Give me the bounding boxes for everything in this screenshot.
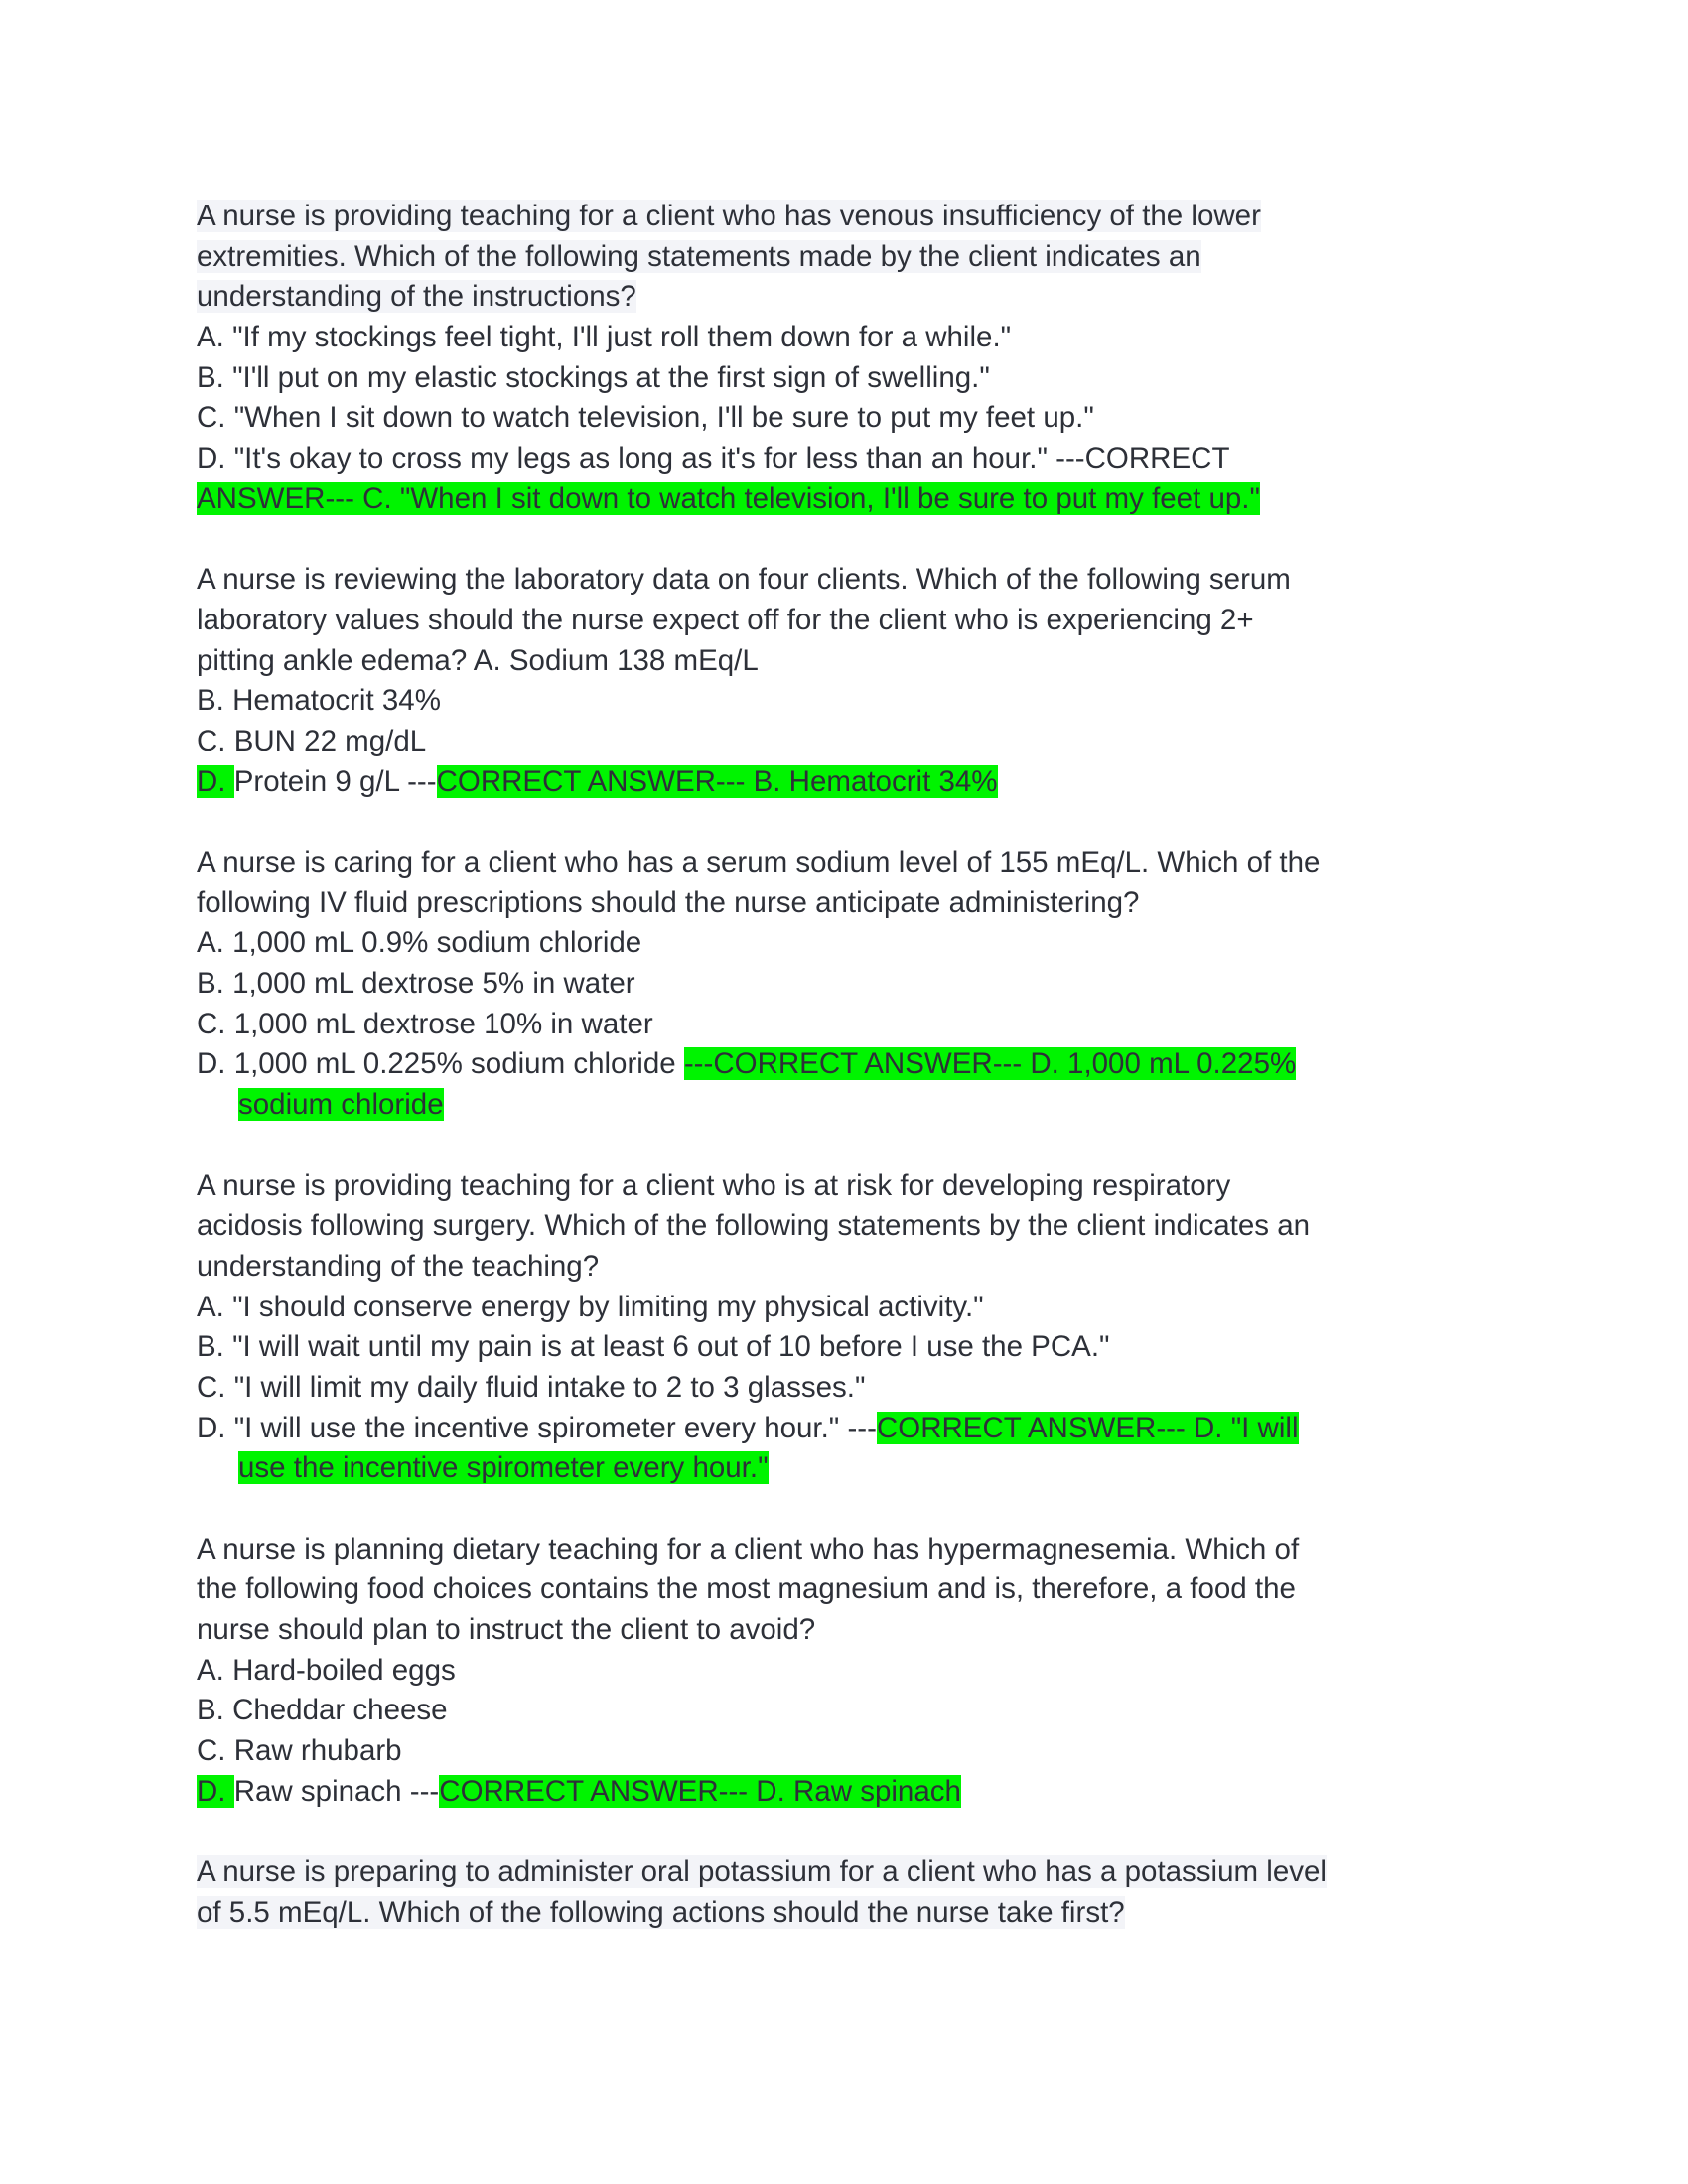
- question-stem-text: A nurse is preparing to administer oral potassium for a client who has a potassium level: [197, 1855, 1327, 1889]
- text-line: [197, 1772, 1327, 1813]
- text-line: [197, 923, 1327, 964]
- text-segment: D. 1,000 mL 0.225% sodium chloride: [197, 1047, 684, 1081]
- text-segment: C. "I will limit my daily fluid intake to 2 to 3 glasses.": [197, 1370, 866, 1404]
- text-line: [197, 884, 1327, 924]
- question-stem-text: of 5.5 mEq/L. Which of the following actions should the nurse take first?: [197, 1895, 1125, 1929]
- text-line: [197, 681, 1327, 722]
- text-line: [197, 1005, 1327, 1045]
- text-line: [197, 641, 1327, 682]
- text-line: [197, 358, 1327, 399]
- text-segment: C. 1,000 mL dextrose 10% in water: [197, 1007, 653, 1040]
- correct-answer-highlight: D.: [197, 1774, 234, 1808]
- text-segment: the following food choices contains the most magnesium and is, therefore, a food the: [197, 1572, 1296, 1606]
- question-block: [197, 560, 1327, 802]
- correct-answer-highlight: ANSWER--- C. "When I sit down to watch television, I'll be sure to put my feet up.": [197, 481, 1260, 515]
- paragraph-gap: [197, 1489, 1327, 1530]
- text-line: [197, 479, 1327, 520]
- text-segment: A. "If my stockings feel tight, I'll just roll them down for a while.": [197, 321, 1012, 354]
- text-segment: B. "I'll put on my elastic stockings at the first sign of swelling.": [197, 360, 990, 394]
- text-segment: A nurse is caring for a client who has a serum sodium level of 155 mEq/L. Which of the: [197, 846, 1321, 879]
- paragraph-gap: [197, 520, 1327, 561]
- text-line: [197, 1409, 1327, 1449]
- text-segment: A. "I should conserve energy by limiting my physical activity.": [197, 1290, 984, 1323]
- text-segment: A nurse is planning dietary teaching for a client who has hypermagnesemia. Which of: [197, 1532, 1300, 1566]
- text-segment: pitting ankle edema? A. Sodium 138 mEq/L: [197, 643, 759, 677]
- text-segment: nurse should plan to instruct the client to avoid?: [197, 1613, 816, 1647]
- text-line: [197, 1247, 1327, 1288]
- text-line: [197, 560, 1327, 601]
- text-segment: Protein 9 g/L ---: [233, 764, 437, 798]
- text-line: [197, 762, 1327, 803]
- question-block: [197, 197, 1327, 520]
- question-list: [197, 197, 1327, 1934]
- text-line: [197, 1448, 1327, 1489]
- text-segment: understanding of the teaching?: [197, 1249, 600, 1283]
- text-segment: A. Hard-boiled eggs: [197, 1653, 456, 1687]
- correct-answer-highlight: use the incentive spirometer every hour.": [238, 1451, 769, 1485]
- text-line: [197, 1288, 1327, 1328]
- text-line: [197, 601, 1327, 641]
- text-line: [197, 197, 1327, 237]
- paragraph-gap: [197, 802, 1327, 843]
- paragraph-gap: [197, 1126, 1327, 1166]
- question-stem-text: understanding of the instructions?: [197, 280, 636, 314]
- text-line: [197, 722, 1327, 762]
- text-line: [197, 318, 1327, 358]
- paragraph-gap: [197, 1813, 1327, 1853]
- text-segment: B. 1,000 mL dextrose 5% in water: [197, 967, 635, 1001]
- text-segment: B. "I will wait until my pain is at least 6 out of 10 before I use the PCA.": [197, 1330, 1110, 1364]
- question-stem-text: extremities. Which of the following statements made by the client indicates an: [197, 239, 1201, 273]
- question-block: [197, 1530, 1327, 1813]
- text-segment: B. Hematocrit 34%: [197, 684, 441, 718]
- text-segment: A nurse is reviewing the laboratory data on four clients. Which of the following serum: [197, 563, 1291, 597]
- text-line: [197, 1893, 1327, 1934]
- question-block: [197, 1166, 1327, 1490]
- correct-answer-highlight: CORRECT ANSWER--- D. "I will: [876, 1411, 1299, 1444]
- text-segment: Raw spinach ---: [233, 1774, 440, 1808]
- text-segment: following IV fluid prescriptions should the nurse anticipate administering?: [197, 886, 1140, 919]
- text-line: [197, 1166, 1327, 1207]
- text-line: [197, 277, 1327, 318]
- text-line: [197, 1852, 1327, 1893]
- text-line: [197, 398, 1327, 439]
- text-line: [197, 1530, 1327, 1570]
- text-line: [197, 439, 1327, 479]
- text-line: [197, 964, 1327, 1005]
- text-line: [197, 1206, 1327, 1247]
- text-line: [197, 1691, 1327, 1731]
- correct-answer-highlight: sodium chloride: [238, 1088, 444, 1122]
- text-segment: C. "When I sit down to watch television, I'll be sure to put my feet up.": [197, 401, 1094, 435]
- correct-answer-highlight: D.: [197, 764, 234, 798]
- text-line: [197, 1368, 1327, 1409]
- question-block: [197, 843, 1327, 1126]
- text-segment: C. BUN 22 mg/dL: [197, 724, 427, 757]
- text-segment: A nurse is providing teaching for a client who is at risk for developing respiratory: [197, 1168, 1231, 1202]
- text-line: [197, 1651, 1327, 1692]
- text-segment: acidosis following surgery. Which of the following statements by the client indicates an: [197, 1209, 1311, 1243]
- text-segment: laboratory values should the nurse expect off for the client who is experiencing 2+: [197, 603, 1254, 636]
- text-segment: C. Raw rhubarb: [197, 1734, 402, 1768]
- question-stem-text: A nurse is providing teaching for a client who has venous insufficiency of the lower: [197, 200, 1261, 232]
- text-line: [197, 1327, 1327, 1368]
- text-line: [197, 843, 1327, 884]
- text-line: [197, 1610, 1327, 1651]
- correct-answer-highlight: CORRECT ANSWER--- B. Hematocrit 34%: [436, 764, 998, 798]
- text-segment: D. "It's okay to cross my legs as long as it's for less than an hour." ---CORRECT: [197, 442, 1230, 476]
- text-line: [197, 1044, 1327, 1085]
- text-segment: A. 1,000 mL 0.9% sodium chloride: [197, 926, 642, 960]
- correct-answer-highlight: ---CORRECT ANSWER--- D. 1,000 mL 0.225%: [683, 1047, 1297, 1081]
- text-line: [197, 1570, 1327, 1610]
- text-line: [197, 237, 1327, 278]
- question-block: [197, 1852, 1327, 1933]
- text-segment: D. "I will use the incentive spirometer every hour." ---: [197, 1411, 877, 1444]
- correct-answer-highlight: CORRECT ANSWER--- D. Raw spinach: [439, 1774, 961, 1808]
- text-line: [197, 1731, 1327, 1772]
- text-segment: B. Cheddar cheese: [197, 1694, 448, 1727]
- text-line: [197, 1085, 1327, 1126]
